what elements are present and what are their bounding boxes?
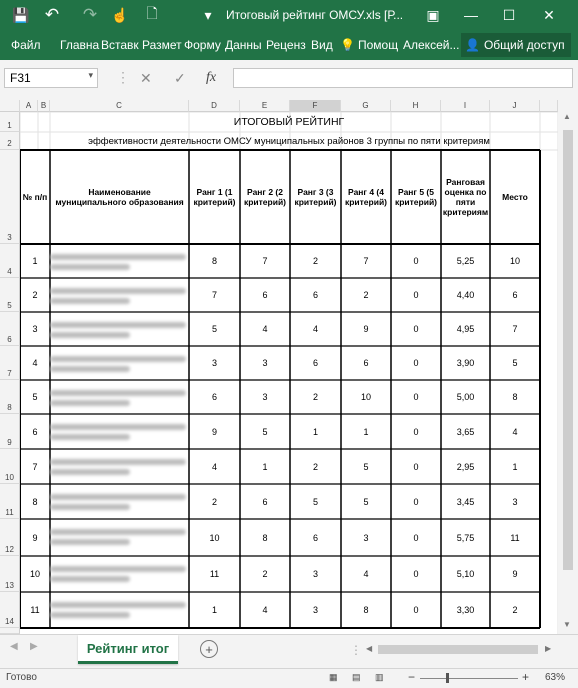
redacted-text	[50, 264, 130, 270]
redacted-text	[50, 504, 130, 510]
redacted-text	[50, 434, 130, 440]
table-cell[interactable]: 3,45	[456, 496, 475, 507]
status-bar	[0, 668, 578, 688]
redacted-text	[50, 322, 186, 328]
table-header-cell[interactable]: Ранг 5 (5 критерий)	[394, 187, 438, 207]
tab-review[interactable]: Реценз	[266, 38, 306, 52]
table-cell[interactable]: 2	[211, 496, 217, 507]
table-cell[interactable]: 3	[262, 392, 268, 402]
redacted-text	[50, 539, 130, 545]
zoom-in-button[interactable]: +	[522, 670, 530, 684]
table-cell[interactable]: 0	[413, 605, 419, 615]
row-header-10[interactable]: 10	[0, 449, 20, 484]
row-header-7[interactable]: 7	[0, 346, 20, 380]
add-sheet-button[interactable]: +	[200, 640, 218, 658]
more-dots-icon: ⋮	[350, 643, 362, 657]
row-header-4[interactable]: 4	[0, 244, 20, 278]
table-cell[interactable]: 3	[363, 532, 369, 543]
share-button[interactable]	[461, 33, 571, 57]
table-cell[interactable]: 2	[512, 605, 518, 615]
table-cell[interactable]: 3	[32, 324, 38, 334]
table-cell[interactable]: 10	[509, 256, 520, 266]
enter-icon[interactable]: ✓	[174, 70, 186, 86]
status-ready: Готово	[6, 672, 37, 683]
table-cell[interactable]: 2	[312, 461, 318, 472]
table-cell[interactable]: 3,90	[456, 358, 475, 368]
redacted-text	[50, 494, 186, 500]
redacted-text	[50, 298, 130, 304]
table-cell[interactable]: 9	[211, 426, 217, 437]
horizontal-scroll-thumb[interactable]	[378, 645, 538, 654]
redacted-text	[50, 366, 130, 372]
scroll-up-icon[interactable]: ▲	[563, 112, 571, 121]
table-cell[interactable]: 4,40	[456, 290, 475, 300]
table-cell[interactable]: 3	[312, 605, 318, 615]
redacted-text	[50, 469, 130, 475]
table-cell[interactable]: 6	[363, 358, 369, 368]
table-cell[interactable]: 5,75	[456, 532, 475, 543]
sheet-title[interactable]: ИТОГОВЫЙ РЕЙТИНГ	[233, 116, 345, 128]
customize-toolbar-icon[interactable]: ▾	[204, 6, 212, 23]
redacted-text	[50, 459, 186, 465]
formula-bar	[0, 60, 578, 101]
tab-page-layout[interactable]: Размет	[142, 38, 182, 52]
tab-data[interactable]: Данны	[225, 38, 262, 52]
ribbon-tabs	[0, 30, 578, 60]
redo-icon[interactable]: ↷	[82, 5, 98, 24]
user-account[interactable]: Алексей...	[403, 38, 460, 52]
sheet-subtitle[interactable]: эффективности деятельности ОМСУ муниципальных районов 3 группы по пяти критериям	[88, 135, 490, 147]
tab-insert[interactable]: Вставк	[101, 38, 139, 52]
ribbon-display-options-icon[interactable]: ▣	[426, 6, 440, 23]
scroll-down-icon[interactable]: ▼	[563, 620, 571, 629]
table-cell[interactable]: 10	[360, 392, 371, 402]
table-cell[interactable]: 3	[211, 358, 217, 368]
redacted-text	[50, 576, 130, 582]
table-cell[interactable]: 0	[413, 256, 419, 266]
table-cell[interactable]: 4	[312, 324, 318, 334]
prev-sheet-icon[interactable]: ◀	[10, 641, 18, 652]
redacted-text	[50, 424, 186, 430]
table-cell[interactable]: 4	[262, 605, 268, 615]
table-header-cell[interactable]: Место	[502, 192, 528, 202]
zoom-out-button[interactable]: −	[408, 670, 416, 684]
vertical-scrollbar[interactable]	[558, 100, 578, 634]
lightbulb-icon[interactable]: 💡	[340, 38, 355, 52]
table-header-cell[interactable]: № п/п	[22, 192, 48, 202]
table-cell[interactable]: 5	[262, 426, 268, 437]
table-cell[interactable]: 9	[512, 569, 518, 579]
table-cell[interactable]: 7	[211, 290, 217, 300]
table-cell[interactable]: 5	[211, 324, 217, 334]
row-header-6[interactable]: 6	[0, 312, 20, 346]
table-cell[interactable]: 2	[32, 290, 38, 300]
table-cell[interactable]: 6	[512, 290, 518, 300]
table-cell[interactable]: 1	[262, 461, 268, 472]
table-cell[interactable]: 9	[32, 532, 38, 543]
redacted-text	[50, 288, 186, 294]
table-cell[interactable]: 5	[32, 392, 38, 402]
save-icon[interactable]: 💾	[12, 6, 30, 23]
column-header-c[interactable]: C	[50, 100, 189, 112]
table-header-cell[interactable]: Ранг 3 (3 критерий)	[294, 187, 337, 207]
redacted-text	[50, 566, 186, 572]
page-layout-view-icon[interactable]: ▤	[352, 672, 361, 682]
chevron-down-icon[interactable]: ▾	[88, 70, 93, 80]
formula-input[interactable]	[233, 68, 573, 88]
table-cell[interactable]: 4	[512, 426, 518, 437]
row-header-14[interactable]: 14	[0, 592, 20, 628]
table-cell[interactable]: 3	[312, 569, 318, 579]
table-cell[interactable]: 6	[211, 392, 217, 402]
table-cell[interactable]: 0	[413, 532, 419, 543]
table-cell[interactable]: 3	[262, 358, 268, 368]
table-header-cell[interactable]: Наименование муниципального образования	[55, 187, 184, 207]
row-header-2[interactable]: 2	[0, 132, 20, 150]
table-cell[interactable]: 8	[512, 392, 518, 402]
table-cell[interactable]: 4	[32, 358, 38, 368]
name-box-value: F31	[10, 71, 31, 85]
cancel-icon[interactable]: ✕	[140, 70, 152, 86]
tab-view[interactable]: Вид	[311, 38, 333, 52]
column-header-j[interactable]: J	[490, 100, 540, 112]
table-cell[interactable]: 3	[512, 496, 518, 507]
table-cell[interactable]: 4	[262, 324, 268, 334]
more-dots-icon: ⋮	[116, 69, 130, 85]
sheet-tab-rating[interactable]: Рейтинг итог	[78, 635, 178, 664]
row-header-5[interactable]: 5	[0, 278, 20, 312]
page-break-view-icon[interactable]: ▥	[375, 672, 384, 682]
table-cell[interactable]: 4,95	[456, 324, 475, 334]
table-cell[interactable]: 1	[512, 461, 518, 472]
column-header-h[interactable]: H	[391, 100, 441, 112]
table-cell[interactable]: 7	[363, 256, 369, 266]
table-cell[interactable]: 11	[30, 605, 40, 615]
tell-me-search[interactable]: Помощ	[358, 38, 399, 52]
zoom-slider-thumb[interactable]	[446, 673, 449, 683]
sheet-tabs-bar	[0, 634, 578, 669]
table-cell[interactable]: 7	[32, 461, 38, 472]
table-cell[interactable]: 1	[32, 256, 38, 266]
table-cell[interactable]: 1	[211, 605, 217, 615]
table-cell[interactable]: 10	[209, 532, 220, 543]
new-file-icon[interactable]: 🗋	[146, 5, 158, 21]
table-cell[interactable]: 11	[510, 532, 520, 543]
table-cell[interactable]: 9	[363, 324, 369, 334]
name-box[interactable]	[4, 68, 98, 88]
table-cell[interactable]: 5,25	[456, 256, 475, 266]
redacted-text	[50, 529, 186, 535]
table-header-cell[interactable]: Ранг 2 (2 критерий)	[243, 187, 287, 207]
table-cell[interactable]: 2	[312, 392, 318, 402]
table-cell[interactable]: 5,10	[456, 569, 475, 579]
minimize-button[interactable]: —	[464, 7, 478, 23]
window-title: Итоговый рейтинг ОМСУ.xls [Р...	[226, 8, 404, 22]
share-button-label: Общий доступ	[483, 38, 565, 52]
table-cell[interactable]: 6	[312, 358, 318, 368]
tab-formulas[interactable]: Форму	[184, 38, 221, 52]
table-cell[interactable]: 8	[262, 532, 268, 543]
table-cell[interactable]: 2,95	[456, 461, 475, 472]
column-header-d[interactable]: D	[189, 100, 240, 112]
table-cell[interactable]: 0	[413, 358, 419, 368]
table-cell[interactable]: 3,65	[456, 426, 475, 437]
table-cell[interactable]: 4	[211, 461, 217, 472]
touch-mode-icon[interactable]: ☝	[111, 6, 129, 23]
select-all-corner[interactable]	[0, 100, 20, 112]
vertical-scroll-thumb[interactable]	[563, 130, 573, 570]
table-cell[interactable]: 5	[312, 496, 318, 507]
table-cell[interactable]: 1	[312, 426, 318, 437]
normal-view-icon[interactable]: ▦	[329, 672, 338, 682]
close-button[interactable]: ✕	[543, 6, 555, 23]
row-header-8[interactable]: 8	[0, 380, 20, 414]
tab-home[interactable]: Главна	[60, 38, 100, 52]
table-cell[interactable]: 6	[262, 290, 268, 300]
undo-icon[interactable]: ↶	[44, 5, 60, 24]
row-header-13[interactable]: 13	[0, 556, 20, 592]
row-header-12[interactable]: 12	[0, 519, 20, 556]
row-header-3[interactable]: 3	[0, 150, 20, 244]
person-icon: 👤	[465, 38, 480, 52]
table-cell[interactable]: 0	[413, 392, 419, 402]
table-cell[interactable]: 0	[413, 569, 419, 579]
table-cell[interactable]: 0	[413, 461, 419, 472]
worksheet-grid[interactable]	[20, 112, 558, 634]
table-cell[interactable]: 0	[413, 290, 419, 300]
column-header-i[interactable]: I	[441, 100, 490, 112]
tab-file[interactable]: Файл	[11, 38, 41, 52]
column-header-b[interactable]: B	[38, 100, 50, 112]
scroll-left-icon[interactable]: ◀	[366, 644, 373, 653]
redacted-text	[50, 356, 186, 362]
table-cell[interactable]: 7	[512, 324, 518, 334]
title-bar	[0, 0, 578, 30]
table-cell[interactable]: 2	[363, 290, 369, 300]
scroll-right-icon[interactable]: ▶	[545, 644, 552, 653]
table-header-cell[interactable]: Ранг 1 (1 критерий)	[193, 187, 236, 207]
zoom-slider[interactable]	[420, 678, 518, 679]
table-cell[interactable]: 6	[312, 290, 318, 300]
table-cell[interactable]: 6	[312, 532, 318, 543]
table-cell[interactable]: 3,30	[456, 605, 475, 615]
insert-function-icon[interactable]: fx	[206, 70, 217, 85]
table-cell[interactable]: 4	[363, 569, 369, 579]
table-cell[interactable]: 11	[209, 569, 220, 579]
maximize-button[interactable]: ☐	[502, 6, 516, 23]
table-cell[interactable]: 0	[413, 426, 419, 437]
row-header-9[interactable]: 9	[0, 414, 20, 449]
table-cell[interactable]: 2	[312, 256, 318, 266]
redacted-text	[50, 390, 186, 396]
table-cell[interactable]: 5	[363, 461, 369, 472]
table-cell[interactable]: 5,00	[456, 392, 475, 402]
table-cell[interactable]: 8	[211, 256, 217, 266]
table-cell[interactable]: 8	[363, 605, 369, 615]
table-cell[interactable]: 5	[512, 358, 518, 368]
redacted-text	[50, 332, 130, 338]
table-cell[interactable]: 1	[363, 426, 369, 437]
table-cell[interactable]: 6	[32, 426, 38, 437]
redacted-text	[50, 602, 186, 608]
table-cell[interactable]: 8	[32, 496, 38, 507]
table-header-cell[interactable]: Ранг 4 (4 критерий)	[344, 187, 388, 207]
table-cell[interactable]: 2	[262, 569, 268, 579]
column-header-f[interactable]: F	[290, 100, 341, 112]
zoom-level[interactable]: 63%	[545, 672, 566, 683]
table-cell[interactable]: 0	[413, 324, 419, 334]
table-cell[interactable]: 10	[29, 569, 40, 579]
column-header-a[interactable]: A	[20, 100, 38, 112]
table-cell[interactable]: 0	[413, 496, 419, 507]
table-cell[interactable]: 7	[262, 256, 268, 266]
redacted-text	[50, 400, 130, 406]
column-header-next[interactable]	[540, 100, 558, 112]
table-cell[interactable]: 6	[262, 496, 268, 507]
next-sheet-icon[interactable]: ▶	[30, 641, 38, 652]
column-header-e[interactable]: E	[240, 100, 290, 112]
table-cell[interactable]: 5	[363, 496, 369, 507]
row-header-11[interactable]: 11	[0, 484, 20, 519]
row-header-1[interactable]: 1	[0, 112, 20, 132]
redacted-text	[50, 254, 186, 260]
redacted-text	[50, 612, 130, 618]
column-header-g[interactable]: G	[341, 100, 391, 112]
table-header-cell[interactable]: Ранговая оценка по пяти критериям	[442, 177, 489, 217]
